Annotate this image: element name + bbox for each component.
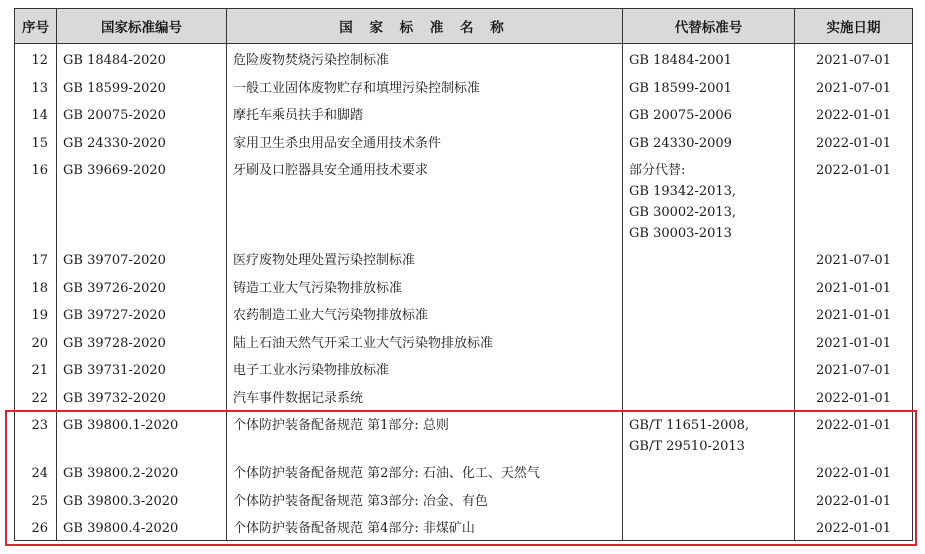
standard-code: GB 39800.4-2020 — [57, 512, 227, 540]
row-number: 12 — [15, 44, 57, 72]
standard-name: 个体防护装备配备规范 第3部分: 冶金、有色 — [227, 485, 623, 513]
replaced-standards — [623, 99, 795, 127]
standard-code: GB 39731-2020 — [57, 354, 227, 382]
standard-code: GB 39732-2020 — [57, 382, 227, 410]
table-row — [15, 127, 913, 155]
row-number: 18 — [15, 272, 57, 300]
row-number: 22 — [15, 382, 57, 410]
replaced-standard-line: GB 20075-2006 — [629, 108, 732, 123]
row-number: 25 — [15, 485, 57, 513]
standard-code: GB 39669-2020 — [57, 154, 227, 244]
table-row — [15, 485, 913, 513]
standard-code: GB 39728-2020 — [57, 327, 227, 355]
effective-date: 2021-07-01 — [795, 44, 913, 72]
standard-code: GB 18599-2020 — [57, 72, 227, 100]
effective-date: 2022-01-01 — [795, 99, 913, 127]
effective-date: 2021-01-01 — [795, 327, 913, 355]
table-row — [15, 154, 913, 244]
standard-code: GB 39727-2020 — [57, 299, 227, 327]
table-row — [15, 244, 913, 272]
replaced-standards — [623, 409, 795, 457]
replaced-standards — [623, 485, 795, 513]
standard-code: GB 20075-2020 — [57, 99, 227, 127]
header-date: 实施日期 — [795, 9, 913, 44]
table-row — [15, 327, 913, 355]
standard-code: GB 39707-2020 — [57, 244, 227, 272]
effective-date: 2021-07-01 — [795, 354, 913, 382]
standard-name: 医疗废物处理处置污染控制标准 — [227, 244, 623, 272]
row-number: 17 — [15, 244, 57, 272]
standard-code: GB 24330-2020 — [57, 127, 227, 155]
replaced-standard-line: 部分代替: — [629, 163, 686, 178]
table-row — [15, 72, 913, 100]
replaced-standard-line: GB 30003-2013 — [629, 226, 732, 241]
standard-name: 个体防护装备配备规范 第4部分: 非煤矿山 — [227, 512, 623, 540]
row-number: 21 — [15, 354, 57, 382]
effective-date: 2021-01-01 — [795, 272, 913, 300]
replaced-standard-line: GB/T 29510-2013 — [629, 439, 745, 454]
effective-date: 2022-01-01 — [795, 485, 913, 513]
table-row — [15, 382, 913, 410]
effective-date: 2021-07-01 — [795, 244, 913, 272]
standard-name: 电子工业水污染物排放标准 — [227, 354, 623, 382]
effective-date: 2022-01-01 — [795, 127, 913, 155]
replaced-standard-line: GB/T 11651-2008, — [629, 418, 750, 433]
replaced-standard-line: GB 24330-2009 — [629, 135, 732, 151]
replaced-standard-line: GB 19342-2013, — [629, 184, 737, 199]
effective-date: 2022-01-01 — [795, 409, 913, 457]
replaced-standards — [623, 327, 795, 355]
effective-date: 2021-07-01 — [795, 72, 913, 100]
replaced-standards — [623, 44, 795, 72]
table-row — [15, 99, 913, 127]
table-row — [15, 44, 913, 72]
standard-name: 个体防护装备配备规范 第2部分: 石油、化工、天然气 — [227, 457, 623, 485]
replaced-standard-line: GB 18599-2001 — [629, 80, 732, 96]
row-number: 14 — [15, 99, 57, 127]
standard-name: 摩托车乘员扶手和脚踏 — [227, 99, 623, 127]
replaced-standard-line: GB 18484-2001 — [629, 53, 732, 68]
row-number: 13 — [15, 72, 57, 100]
replaced-standards — [623, 127, 795, 155]
standard-name: 陆上石油天然气开采工业大气污染物排放标准 — [227, 327, 623, 355]
table-row — [15, 457, 913, 485]
standard-code: GB 18484-2020 — [57, 44, 227, 72]
standard-name: 家用卫生杀虫用品安全通用技术条件 — [227, 127, 623, 155]
table-row — [15, 512, 913, 540]
row-number: 20 — [15, 327, 57, 355]
standard-name: 牙刷及口腔器具安全通用技术要求 — [227, 154, 623, 244]
replaced-standards — [623, 272, 795, 300]
standard-code: GB 39726-2020 — [57, 272, 227, 300]
table-row — [15, 354, 913, 382]
header-name: 国 家 标 准 名 称 — [227, 9, 623, 44]
table-row — [15, 272, 913, 300]
header-code: 国家标准编号 — [57, 9, 227, 44]
standard-name: 汽车事件数据记录系统 — [227, 382, 623, 410]
replaced-standards — [623, 382, 795, 410]
effective-date: 2022-01-01 — [795, 457, 913, 485]
replaced-standards — [623, 512, 795, 540]
table-row — [15, 299, 913, 327]
header-replaced: 代替标准号 — [623, 9, 795, 44]
effective-date: 2021-01-01 — [795, 299, 913, 327]
replaced-standards — [623, 154, 795, 244]
effective-date: 2022-01-01 — [795, 382, 913, 410]
standard-name: 个体防护装备配备规范 第1部分: 总则 — [227, 409, 623, 457]
standard-code: GB 39800.3-2020 — [57, 485, 227, 513]
row-number: 19 — [15, 299, 57, 327]
replaced-standards — [623, 457, 795, 485]
standards-table — [14, 8, 913, 541]
replaced-standards — [623, 299, 795, 327]
effective-date: 2022-01-01 — [795, 154, 913, 244]
replaced-standards — [623, 244, 795, 272]
standard-name: 铸造工业大气污染物排放标准 — [227, 272, 623, 300]
standard-code: GB 39800.1-2020 — [57, 409, 227, 457]
table-row — [15, 409, 913, 457]
replaced-standards — [623, 72, 795, 100]
row-number: 15 — [15, 127, 57, 155]
table-body — [15, 44, 913, 541]
row-number: 24 — [15, 457, 57, 485]
header-no: 序号 — [15, 9, 57, 44]
standard-name: 农药制造工业大气污染物排放标准 — [227, 299, 623, 327]
standard-name: 一般工业固体废物贮存和填埋污染控制标准 — [227, 72, 623, 100]
row-number: 26 — [15, 512, 57, 540]
effective-date: 2022-01-01 — [795, 512, 913, 540]
replaced-standard-line: GB 30002-2013, — [629, 205, 737, 220]
standard-code: GB 39800.2-2020 — [57, 457, 227, 485]
header-row — [15, 9, 913, 44]
replaced-standards — [623, 354, 795, 382]
row-number: 23 — [15, 409, 57, 457]
standard-name: 危险废物焚烧污染控制标准 — [227, 44, 623, 72]
row-number: 16 — [15, 154, 57, 244]
